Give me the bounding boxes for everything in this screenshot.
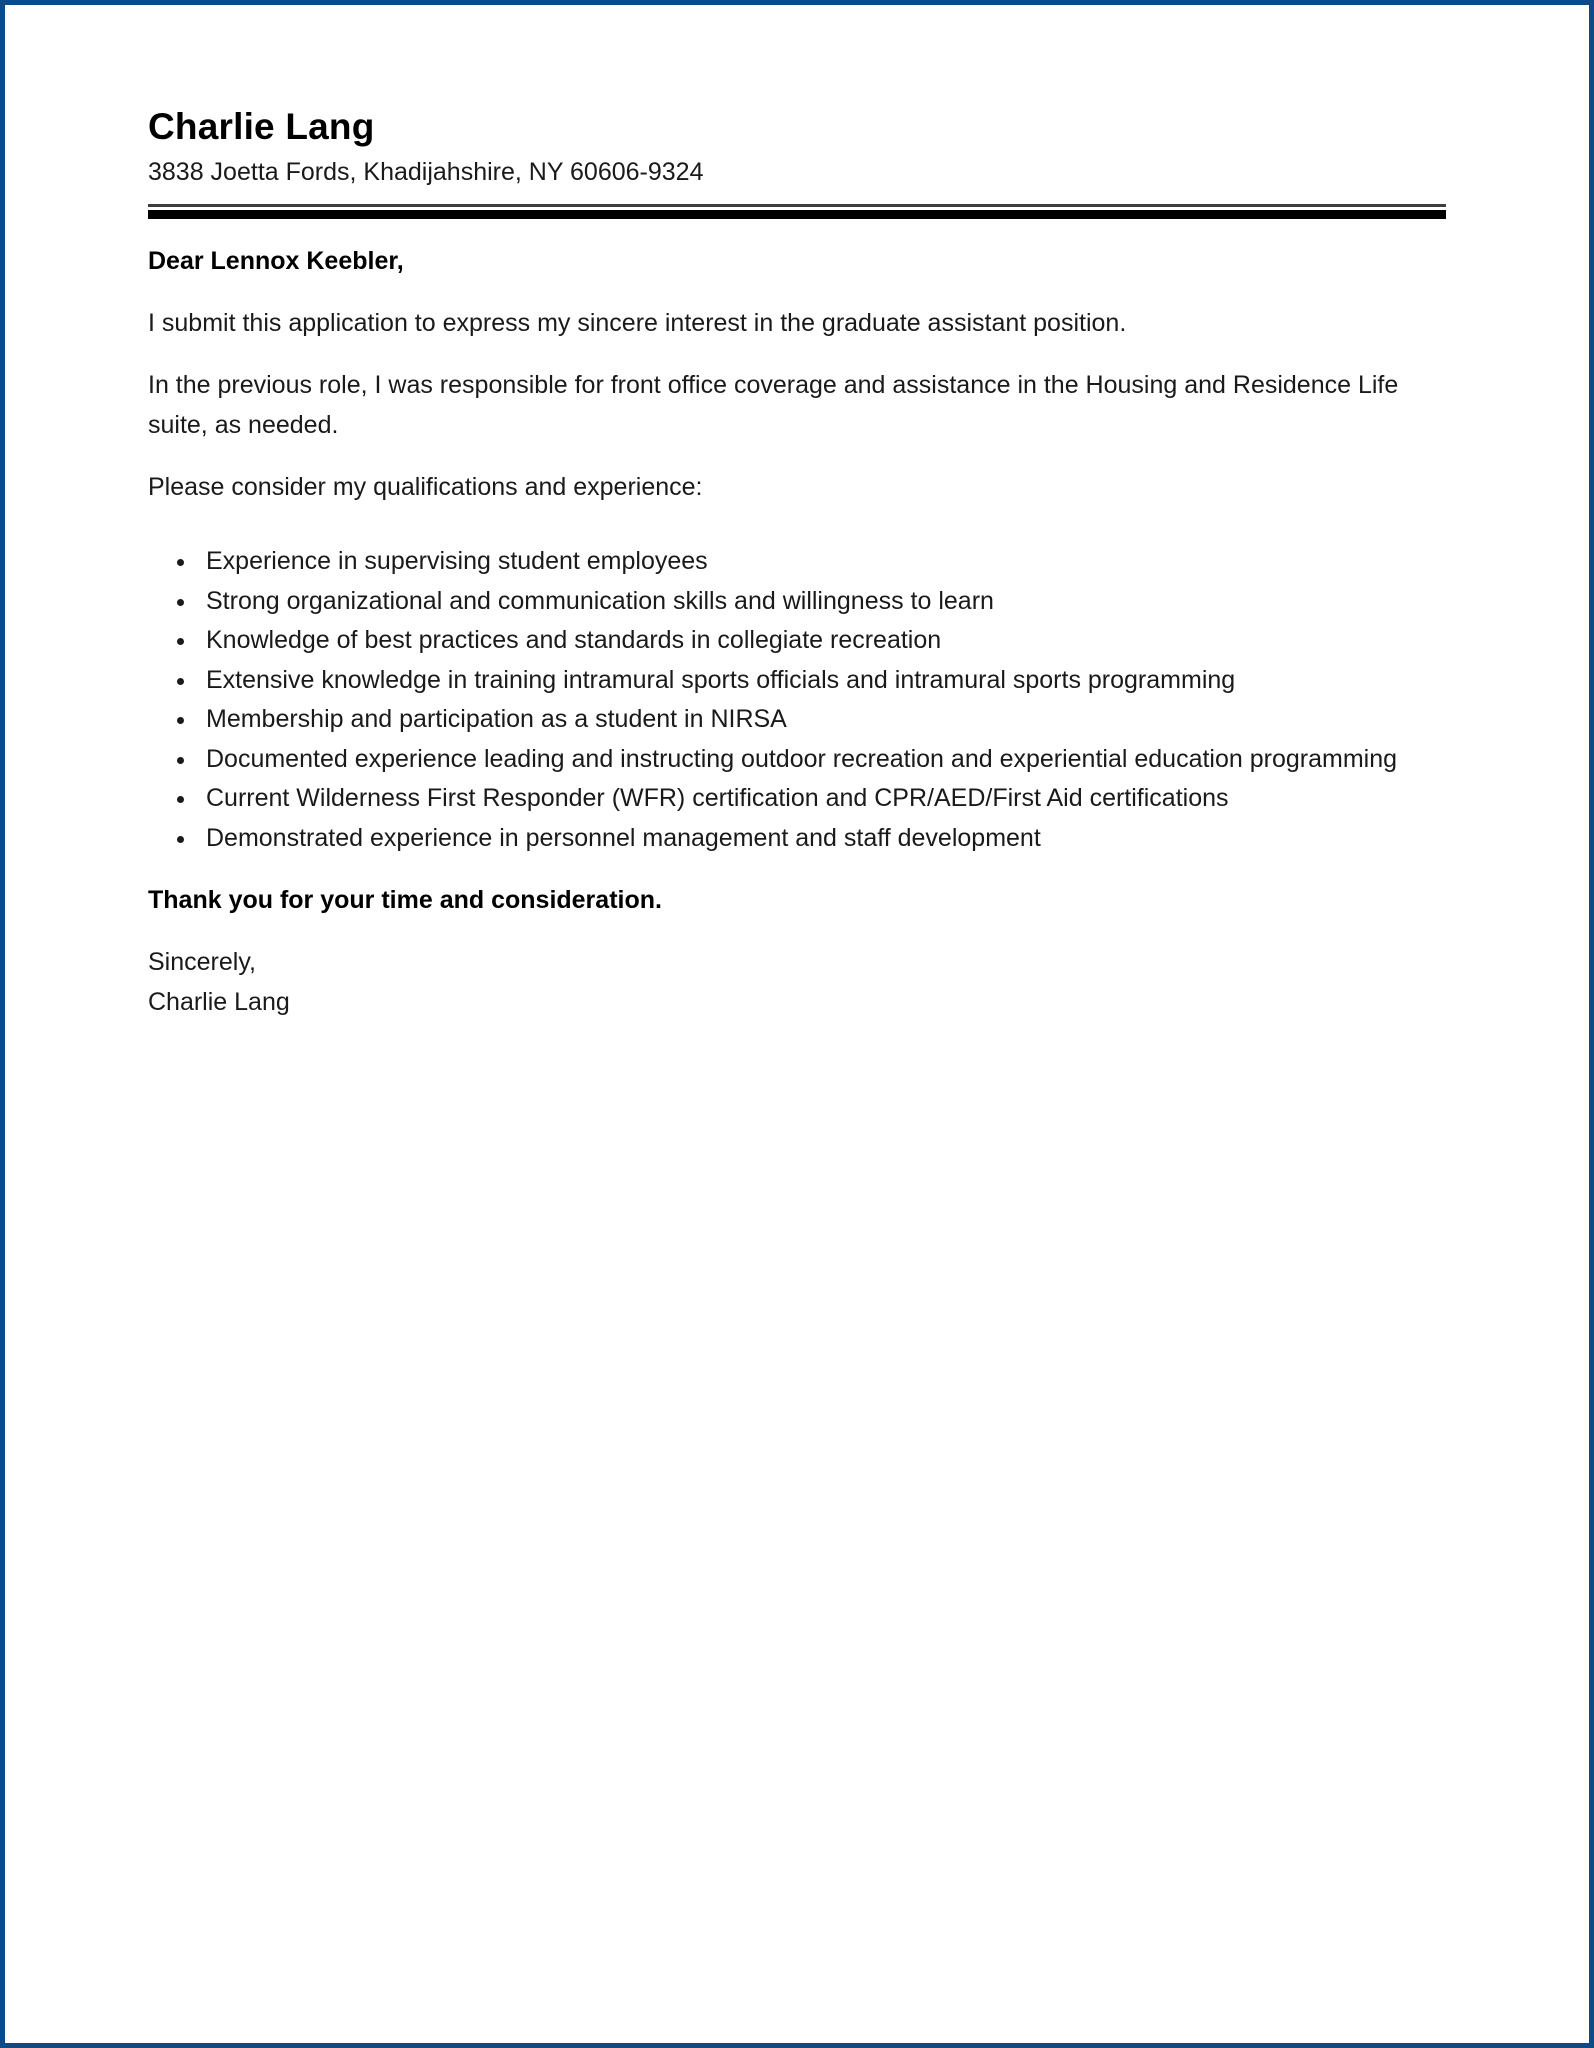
closing-thanks: Thank you for your time and consideration. xyxy=(148,886,662,914)
signature-name: Charlie Lang xyxy=(148,988,290,1016)
letter-header xyxy=(148,105,1446,219)
list-item: • Extensive knowledge in training intramural sports officials and intramural sports programming xyxy=(198,661,1446,701)
list-item: • Current Wilderness First Responder (WFR) certification and CPR/AED/First Aid certifications xyxy=(198,779,1446,819)
list-item: • Documented experience leading and instructing outdoor recreation and experiential education programming xyxy=(198,740,1446,780)
qualifications-list xyxy=(148,542,1446,858)
sender-address: 3838 Joetta Fords, Khadijahshire, NY 60606-9324 xyxy=(148,158,704,186)
letter-body xyxy=(5,5,1589,2043)
list-item: • Membership and participation as a student in NIRSA xyxy=(198,700,1446,740)
sender-name: Charlie Lang xyxy=(148,106,375,147)
list-item: • Demonstrated experience in personnel management and staff development xyxy=(198,819,1446,859)
header-divider xyxy=(148,204,1446,219)
experience-paragraph: In the previous role, I was responsible for front office coverage and assistance in the Housing and Residence Life suite, as needed. xyxy=(148,371,1399,439)
salutation: Dear Lennox Keebler, xyxy=(148,247,404,275)
list-item: • Strong organizational and communication skills and willingness to learn xyxy=(198,582,1446,622)
signature-block xyxy=(148,942,1446,1022)
divider-thick-line xyxy=(148,210,1446,219)
qualifications-lead-in: Please consider my qualifications and experience: xyxy=(148,473,703,501)
intro-paragraph: I submit this application to express my sincere interest in the graduate assistant position. xyxy=(148,309,1127,337)
list-item: • Knowledge of best practices and standards in collegiate recreation xyxy=(198,621,1446,661)
list-item: • Experience in supervising student employees xyxy=(198,542,1446,582)
divider-thin-line xyxy=(148,204,1446,207)
signoff-word: Sincerely, xyxy=(148,948,256,976)
letter-content xyxy=(148,241,1446,1022)
